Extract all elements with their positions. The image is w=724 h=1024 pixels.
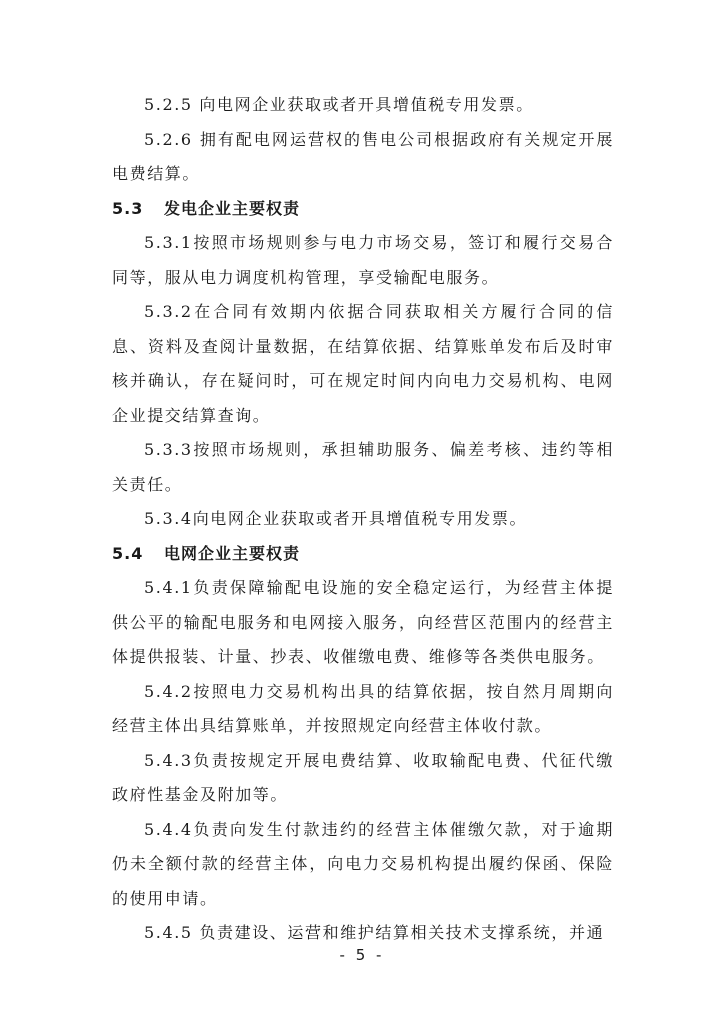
paragraph-5-4-4: 5.4.4负责向发生付款违约的经营主体催缴欠款，对于逾期仍未全额付款的经营主体，向电力交易机构提出履约保函、保险的使用申请。	[112, 819, 614, 908]
section-heading-5-4	[112, 537, 614, 572]
paragraph-5-4-3: 5.4.3负责按规定开展电费结算、收取输配电费、代征代缴政府性基金及附加等。	[112, 750, 614, 804]
section-number: 5.3	[112, 198, 144, 218]
paragraph-5-3-4: 5.3.4向电网企业获取或者开具增值税专用发票。	[144, 509, 528, 528]
document-body	[112, 88, 614, 951]
paragraph-5-4-2: 5.4.2按照电力交易机构出具的结算依据，按自然月周期向经营主体出具结算账单，并按照规定向经营主体收付款。	[112, 681, 614, 735]
paragraph-5-2-6: 5.2.6 拥有配电网运营权的售电公司根据政府有关规定开展电费结算。	[112, 129, 614, 183]
paragraph-5-2-5: 5.2.5 向电网企业获取或者开具增值税专用发票。	[144, 95, 534, 114]
section-number: 5.4	[112, 543, 144, 563]
section-title: 发电企业主要权责	[164, 198, 301, 218]
paragraph-5-3-3: 5.3.3按照市场规则，承担辅助服务、偏差考核、违约等相关责任。	[112, 440, 614, 494]
paragraph-5-4-5: 5.4.5 负责建设、运营和维护结算相关技术支撑系统，并通	[144, 923, 605, 942]
page-number: - 5 -	[339, 946, 385, 964]
paragraph-5-3-2: 5.3.2在合同有效期内依据合同获取相关方履行合同的信息、资料及查阅计量数据，在结算依据、结算账单发布后及时审核并确认，存在疑问时，可在规定时间内向电力交易机构、电网企业提交结算查询。	[112, 302, 614, 425]
paragraph-5-3-1: 5.3.1按照市场规则参与电力市场交易，签订和履行交易合同等，服从电力调度机构管理，享受输配电服务。	[112, 233, 614, 287]
paragraph-5-4-1: 5.4.1负责保障输配电设施的安全稳定运行，为经营主体提供公平的输配电服务和电网接入服务，向经营区范围内的经营主体提供报装、计量、抄表、收催缴电费、维修等各类供电服务。	[112, 578, 614, 666]
section-heading-5-3	[112, 192, 614, 227]
section-title: 电网企业主要权责	[164, 543, 301, 563]
